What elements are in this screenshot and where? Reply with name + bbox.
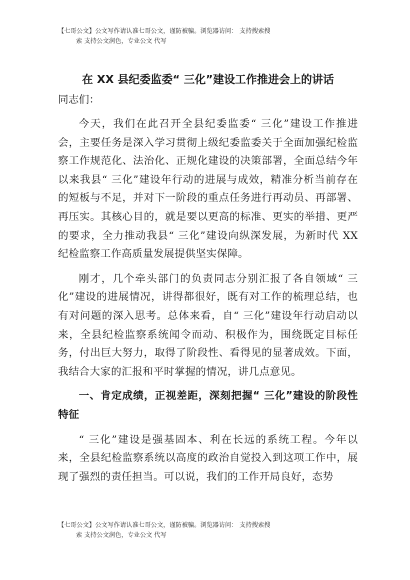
- paragraph-1: 今天，我们在此召开全县纪委监委“ 三化”建设工作推进会，主要任务是深入学习贯彻上级纪委监委关于全面加强纪检监察工作规范化、法治化、正规化建设的决策部署，全面总结今年以来我县“ 三化”建设年行动的进展与成效，精准分析当前存在的短板与不足，并对下一阶段的重点任务进行再动员、再部署、再压实。其核心目的，就是要以更高的标准、更实的举措、更严的要求，全力推动我县“ 三化”建设向纵深发展，为新时代 XX 纪检监察工作高质量发展提供坚实保障。: [58, 118, 358, 261]
- salutation: 同志们：: [58, 94, 100, 106]
- header-banner-line-1: 【七哥公文】公文写作请认准七哥公文，谨防被骗。浏览器访问： 支持搜索搜: [58, 28, 271, 35]
- header-banner-line-2: 索 支持公文润色，专业公文 代写: [76, 38, 167, 45]
- footer-banner-line-1: 【七哥公文】公文写作请认准七哥公文，谨防被骗。浏览器访问： 支持搜索搜: [58, 522, 271, 529]
- document-title: 在 XX 县纪委监委“ 三化”建设工作推进会上的讲话: [82, 73, 334, 86]
- footer-watermark-banner: [58, 521, 358, 541]
- footer-banner-line-2: 索 支持公文润色，专业公文 代写: [76, 532, 167, 539]
- paragraph-2: 刚才，几个牵头部门的负责同志分别汇报了各自领域“ 三化”建设的进展情况，讲得都很好，既有对工作的梳理总结，也有对问题的深入思考。总体来看，自“ 三化”建设年行动启动以来，全县纪检监察系统闻令而动、积极作为，围绕既定目标任务，付出巨大努力，取得了阶段性、看得见的显著成效。下面，我结合大家的汇报和平时掌握的情况，讲几点意见。: [58, 272, 358, 378]
- paragraph-3: “ 三化”建设是强基固本、利在长远的系统工程。今年以来，全县纪检监察系统以高度的政治自觉投入到这项工作中，展现了强烈的责任担当。可以说，我们的工作开局良好，态势: [58, 433, 358, 483]
- section-heading-1: 一、肯定成绩，正视差距，深刻把握“ 三化”建设的阶段性特征: [58, 390, 358, 421]
- header-watermark-banner: [58, 27, 358, 47]
- document-body: [58, 72, 358, 492]
